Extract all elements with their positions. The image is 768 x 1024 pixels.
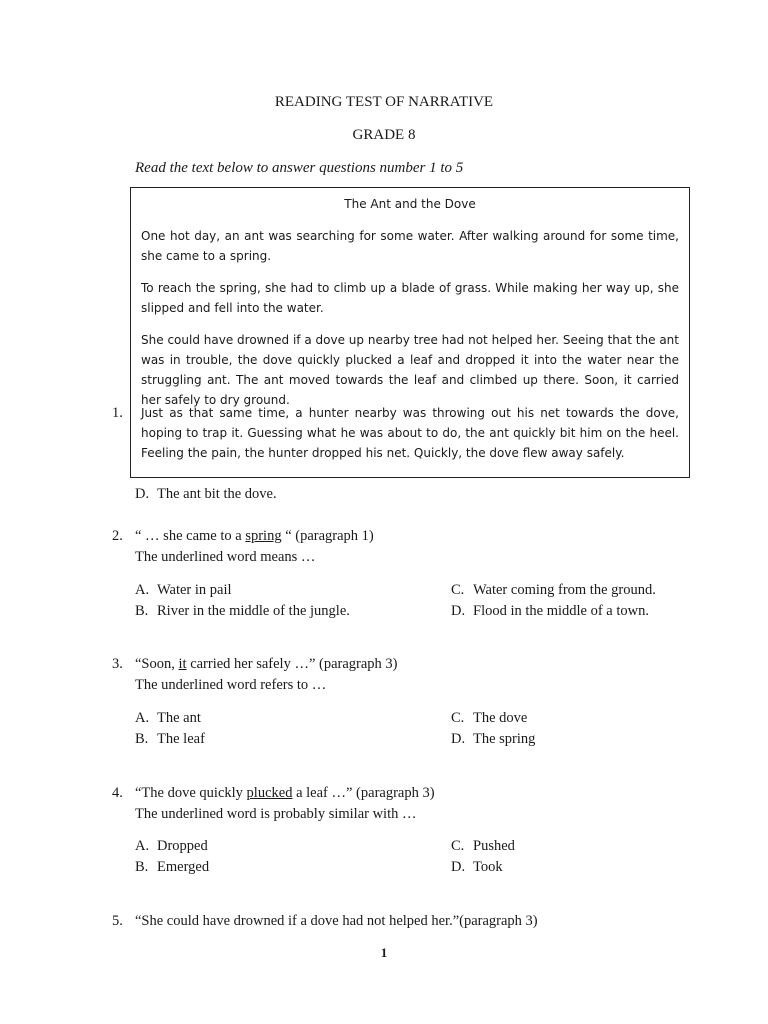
stem-text: “ … she came to a [135, 528, 246, 544]
option-letter: D. [451, 731, 466, 747]
story-title: The Ant and the Dove [344, 197, 476, 211]
question-3-number: 3. [112, 656, 123, 672]
option-letter: B. [135, 859, 149, 875]
story-paragraph-3: She could have drowned if a dove up nearby tree had not helped her. Seeing that the ant was in trouble, the dove quickly plucked a leaf and dropped it into the water near the struggling ant. The ant moved towards the leaf and climbed up there. Soon, it carried her safely to dry ground. [141, 333, 679, 407]
option-letter: D. [451, 859, 466, 875]
question-1-number: 1. [112, 405, 123, 421]
question-4-option-b [135, 859, 209, 876]
option-text: The dove [473, 710, 528, 726]
story-paragraph-2: To reach the spring, she had to climb up a blade of grass. While making her way up, she slipped and fell into the water. [141, 281, 679, 315]
page-number: 1 [380, 945, 388, 960]
option-letter: B. [135, 731, 149, 747]
stem-text: “Soon, [135, 656, 179, 672]
question-3-option-a [135, 710, 201, 727]
stem-text: a leaf …” (paragraph 3) [292, 785, 435, 801]
story-box [130, 187, 690, 478]
question-3-option-d [451, 731, 535, 748]
option-letter: B. [135, 603, 149, 619]
option-text: The ant [157, 710, 201, 726]
underlined-word: plucked [246, 785, 293, 801]
option-text: Flood in the middle of a town. [473, 603, 649, 619]
question-4-option-c [451, 838, 515, 855]
option-letter: A. [135, 838, 150, 854]
option-letter: A. [135, 710, 150, 726]
question-4-stem [135, 785, 435, 802]
option-text: The ant bit the dove. [157, 486, 277, 502]
option-letter: C. [451, 838, 465, 854]
question-3-option-c [451, 710, 527, 727]
option-text: Water coming from the ground. [473, 582, 656, 598]
question-2-number: 2. [112, 528, 123, 544]
story-paragraph-1: One hot day, an ant was searching for some water. After walking around for some time, she came to a spring. [141, 229, 679, 263]
underlined-word: it [178, 656, 187, 672]
question-1-option-d [135, 486, 277, 503]
question-3-prompt: The underlined word refers to … [135, 677, 327, 693]
option-text: Pushed [473, 838, 515, 854]
stem-text: “The dove quickly [135, 785, 247, 801]
option-letter: D. [451, 603, 466, 619]
option-text: River in the middle of the jungle. [157, 603, 350, 619]
question-4-option-a [135, 838, 208, 855]
question-4-option-d [451, 859, 503, 876]
option-text: Water in pail [157, 582, 232, 598]
option-text: Dropped [157, 838, 208, 854]
option-letter: C. [451, 582, 465, 598]
option-letter: D. [135, 486, 150, 502]
question-3-stem [135, 656, 398, 673]
question-2-stem [135, 528, 374, 545]
question-2-option-d [451, 603, 649, 620]
question-4-number: 4. [112, 785, 123, 801]
question-4-prompt: The underlined word is probably similar with … [135, 806, 417, 822]
question-2-option-c [451, 582, 656, 599]
question-2-option-b [135, 603, 350, 620]
stem-text: carried her safely …” (paragraph 3) [186, 656, 398, 672]
option-text: The leaf [157, 731, 205, 747]
question-2-prompt: The underlined word means … [135, 549, 316, 565]
option-letter: A. [135, 582, 150, 598]
story-paragraph-4: Just as that same time, a hunter nearby was throwing out his net towards the dove, hoping to trap it. Guessing what he was about to do, the ant quickly bit him on the heel. Feeling the pain, the hunter dropped his net. Quickly, the dove flew away safely. [141, 406, 679, 460]
option-text: The spring [473, 731, 536, 747]
question-3-option-b [135, 731, 205, 748]
stem-text: “ (paragraph 1) [281, 528, 374, 544]
option-text: Took [473, 859, 503, 875]
underlined-word: spring [245, 528, 282, 544]
question-5-number: 5. [112, 913, 123, 929]
question-2-option-a [135, 582, 232, 599]
option-text: Emerged [157, 859, 210, 875]
grade-label: GRADE 8 [352, 127, 416, 143]
option-letter: C. [451, 710, 465, 726]
instruction-text: Read the text below to answer questions number 1 to 5 [135, 160, 464, 176]
question-5-stem: “She could have drowned if a dove had not helped her.”(paragraph 3) [135, 913, 538, 929]
test-title: READING TEST OF NARRATIVE [274, 94, 494, 110]
